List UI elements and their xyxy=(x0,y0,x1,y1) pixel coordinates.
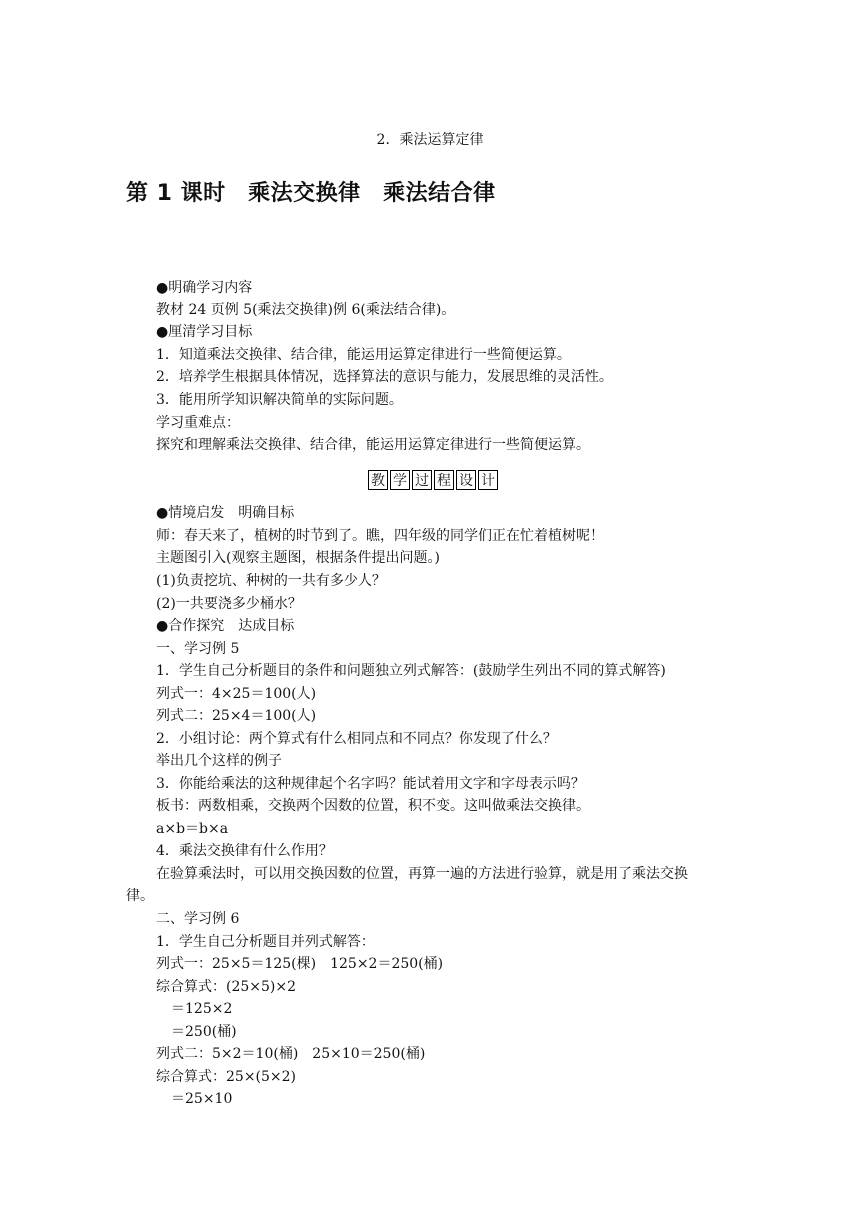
text-line: 2．小组讨论：两个算式有什么相同点和不同点？你发现了什么？ xyxy=(156,731,557,747)
heading-goals: ●厘清学习目标 xyxy=(156,324,253,340)
text-line: 综合算式：25×(5×2) xyxy=(156,1069,297,1085)
text-line: 律。 xyxy=(126,888,154,904)
text-line: 学习重难点： xyxy=(156,415,240,431)
heading-box-char: 教 xyxy=(368,470,388,490)
goal-item: 3．能用所学知识解决简单的实际问题。 xyxy=(156,392,403,408)
heading-explore: ●合作探究 达成目标 xyxy=(156,618,295,634)
section-box-heading xyxy=(368,470,498,490)
formula-line: ＝25×10 xyxy=(171,1091,233,1107)
heading-content: ●明确学习内容 xyxy=(156,280,253,296)
text-line: 师：春天来了，植树的时节到了。瞧，四年级的同学们正在忙着植树呢！ xyxy=(156,528,604,544)
section-subtitle: 2．乘法运算定律 xyxy=(376,132,484,148)
text-line: 主题图引入(观察主题图，根据条件提出问题。) xyxy=(156,550,440,566)
text-line: 举出几个这样的例子 xyxy=(156,753,282,769)
text-line: 列式一：25×5＝125(棵) 125×2＝250(桶) xyxy=(156,956,444,972)
text-line: 综合算式：(25×5)×2 xyxy=(156,979,297,995)
heading-context: ●情境启发 明确目标 xyxy=(156,505,295,521)
formula-line: a×b＝b×a xyxy=(156,821,229,837)
heading-box-char: 程 xyxy=(434,470,454,490)
text-line: 板书：两数相乘，交换两个因数的位置，积不变。这叫做乘法交换律。 xyxy=(156,798,590,814)
formula-line: ＝250(桶) xyxy=(171,1024,237,1040)
text-line: 二、学习例 6 xyxy=(156,911,240,927)
formula-line: ＝125×2 xyxy=(171,1001,233,1017)
text-line: 列式一：4×25＝100(人) xyxy=(156,686,317,702)
page-title: 第 1 课时 乘法交换律 乘法结合律 xyxy=(126,181,496,206)
heading-box-char: 计 xyxy=(478,470,498,490)
text-line: 列式二：5×2＝10(桶) 25×10＝250(桶) xyxy=(156,1046,426,1062)
text-line: (2)一共要浇多少桶水？ xyxy=(156,596,302,612)
heading-box-char: 过 xyxy=(412,470,432,490)
text-line: (1)负责挖坑、种树的一共有多少人？ xyxy=(156,573,386,589)
text-line: 4．乘法交换律有什么作用？ xyxy=(156,843,333,859)
text-line: 教材 24 页例 5(乘法交换律)例 6(乘法结合律)。 xyxy=(156,302,456,318)
goal-item: 2．培养学生根据具体情况，选择算法的意识与能力，发展思维的灵活性。 xyxy=(156,369,613,385)
goal-item: 1．知道乘法交换律、结合律，能运用运算定律进行一些简便运算。 xyxy=(156,347,571,363)
heading-box-char: 设 xyxy=(456,470,476,490)
text-line: 列式二：25×4＝100(人) xyxy=(156,708,317,724)
text-line: 1．学生自己分析题目并列式解答： xyxy=(156,934,375,950)
text-line: 在验算乘法时，可以用交换因数的位置，再算一遍的方法进行验算，就是用了乘法交换 xyxy=(156,866,688,882)
text-line: 一、学习例 5 xyxy=(156,641,240,657)
text-line: 1．学生自己分析题目的条件和问题独立列式解答：(鼓励学生列出不同的算式解答) xyxy=(156,663,666,679)
text-line: 3．你能给乘法的这种规律起个名字吗？能试着用文字和字母表示吗？ xyxy=(156,776,585,792)
heading-box-char: 学 xyxy=(390,470,410,490)
text-line: 探究和理解乘法交换律、结合律，能运用运算定律进行一些简便运算。 xyxy=(156,437,590,453)
